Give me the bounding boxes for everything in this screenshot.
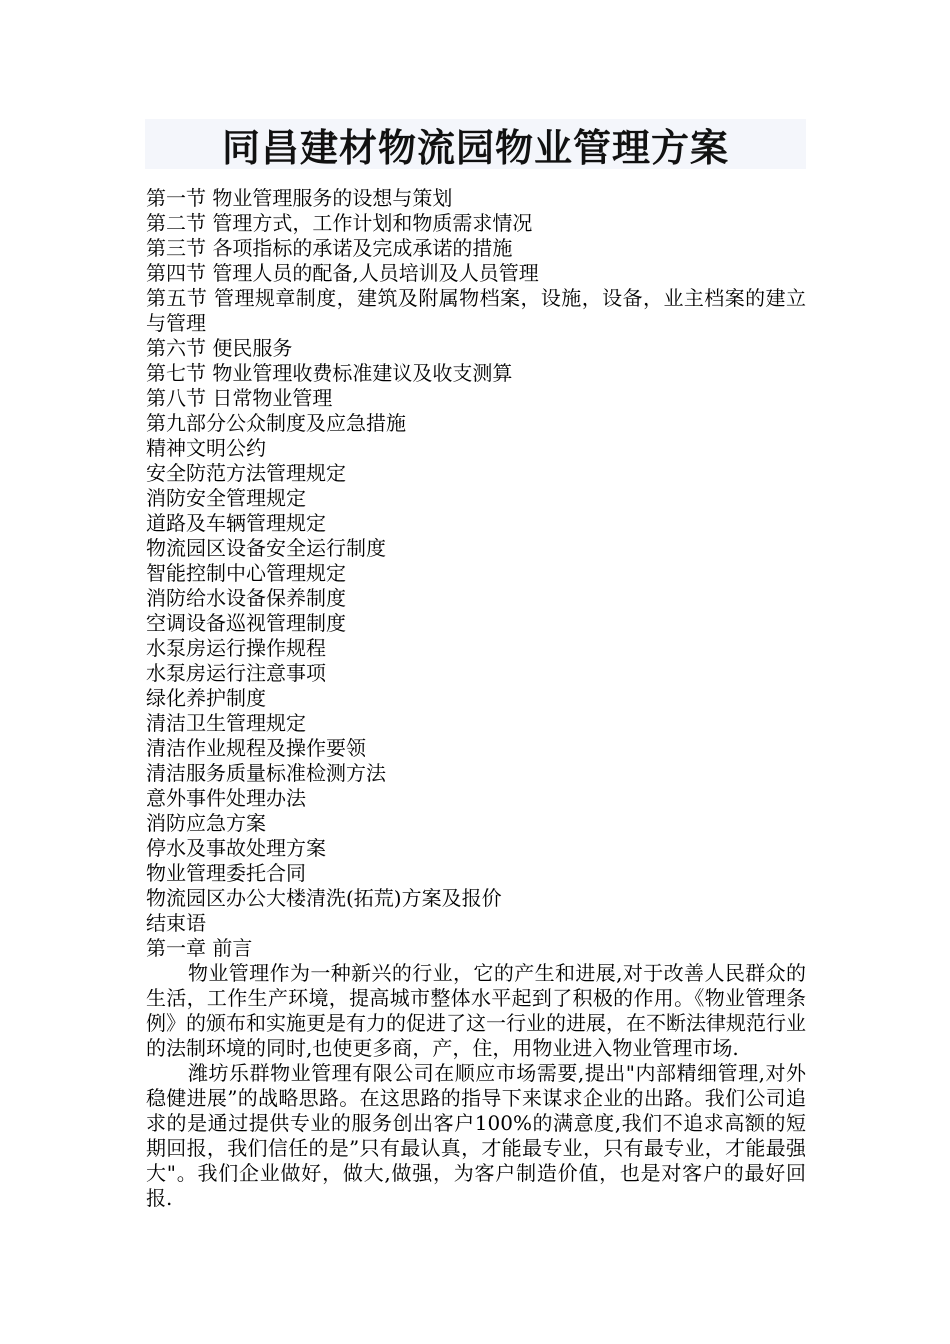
toc-item: 第二节 管理方式，工作计划和物质需求情况 xyxy=(146,211,533,235)
toc-item: 停水及事故处理方案 xyxy=(146,836,326,860)
toc-item: 绿化养护制度 xyxy=(146,686,266,710)
toc-item: 第九部分公众制度及应急措施 xyxy=(146,411,406,435)
document-body xyxy=(146,186,806,1211)
toc-item: 第八节 日常物业管理 xyxy=(146,386,333,410)
toc-item: 水泵房运行操作规程 xyxy=(146,636,326,660)
toc-item: 第四节 管理人员的配备,人员培训及人员管理 xyxy=(146,261,539,285)
toc-item: 消防给水设备保养制度 xyxy=(146,586,346,610)
table-of-contents xyxy=(146,186,806,936)
toc-item: 道路及车辆管理规定 xyxy=(146,511,326,535)
toc-item: 物业管理委托合同 xyxy=(146,861,306,885)
toc-item: 意外事件处理办法 xyxy=(146,786,306,810)
toc-item: 清洁服务质量标准检测方法 xyxy=(146,761,386,785)
body-paragraph: 物业管理作为一种新兴的行业，它的产生和进展,对于改善人民群众的生活，工作生产环境，提高城市整体水平起到了积极的作用。《物业管理条例》的颁布和实施更是有力的促进了这一行业的进展，在不断法律规范行业的法制环境的同时,也使更多商，产，住，用物业进入物业管理市场. xyxy=(146,961,806,1060)
toc-item: 安全防范方法管理规定 xyxy=(146,461,346,485)
toc-item: 清洁卫生管理规定 xyxy=(146,711,306,735)
toc-item: 空调设备巡视管理制度 xyxy=(146,611,346,635)
toc-item: 结束语 xyxy=(146,911,206,935)
chapter-heading: 第一章 前言 xyxy=(146,936,253,960)
toc-item: 第五节 管理规章制度，建筑及附属物档案，设施，设备，业主档案的建立与管理 xyxy=(146,286,806,335)
toc-item: 精神文明公约 xyxy=(146,436,266,460)
title-band xyxy=(145,119,806,169)
toc-item: 第七节 物业管理收费标准建议及收支测算 xyxy=(146,361,513,385)
toc-item: 物流园区办公大楼清洗(拓荒)方案及报价 xyxy=(146,886,502,910)
document-title: 同昌建材物流园物业管理方案 xyxy=(221,125,729,170)
toc-item: 智能控制中心管理规定 xyxy=(146,561,346,585)
toc-item: 物流园区设备安全运行制度 xyxy=(146,536,386,560)
toc-item: 清洁作业规程及操作要领 xyxy=(146,736,366,760)
toc-item: 水泵房运行注意事项 xyxy=(146,661,326,685)
toc-item: 第一节 物业管理服务的设想与策划 xyxy=(146,186,453,210)
body-paragraph: 潍坊乐群物业管理有限公司在顺应市场需要,提出"内部精细管理,对外稳健进展”的战略思路。在这思路的指导下来谋求企业的出路。我们公司追求的是通过提供专业的服务创出客户100%的满意度,我们不追求高额的短期回报，我们信任的是”只有最认真，才能最专业，只有最专业，才能最强大"。我们企业做好，做大,做强，为客户制造价值，也是对客户的最好回报. xyxy=(146,1061,806,1210)
toc-item: 消防应急方案 xyxy=(146,811,266,835)
toc-item: 第六节 便民服务 xyxy=(146,336,293,360)
toc-item: 第三节 各项指标的承诺及完成承诺的措施 xyxy=(146,236,513,260)
toc-item: 消防安全管理规定 xyxy=(146,486,306,510)
